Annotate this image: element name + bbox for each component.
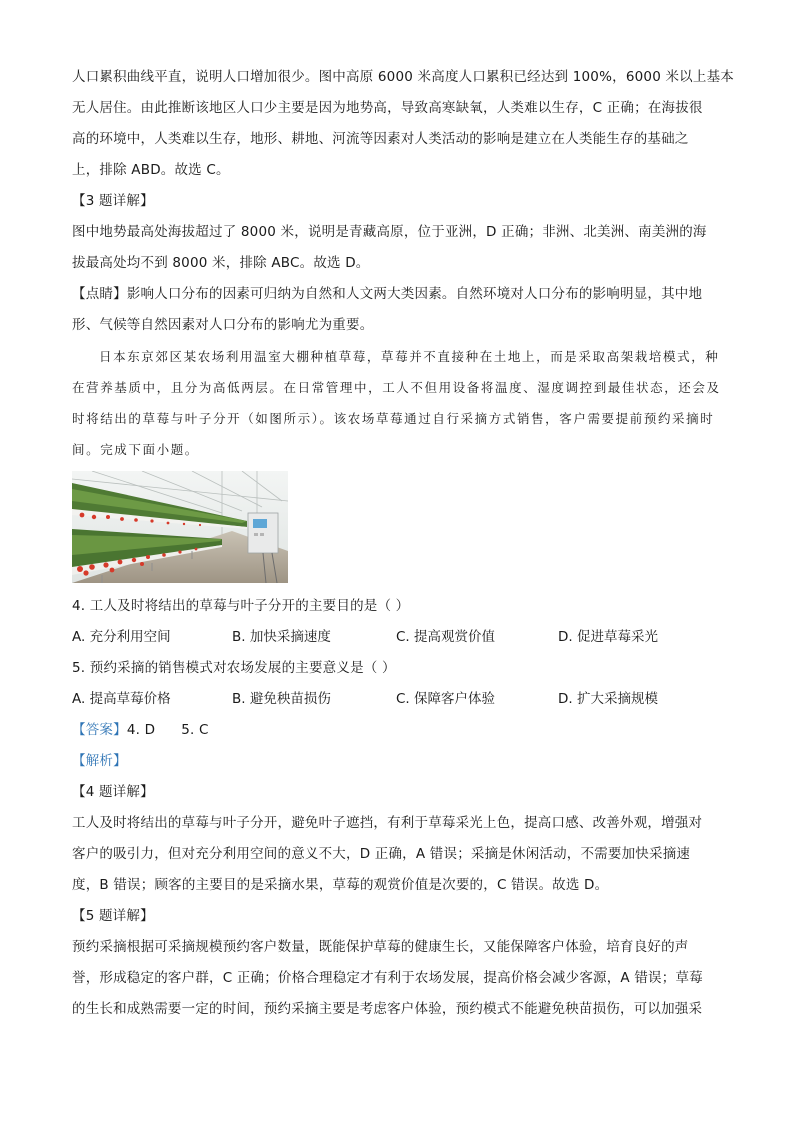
option-a[interactable]: A. 充分利用空间 — [72, 629, 171, 645]
reading-passage — [72, 341, 722, 465]
option-b[interactable]: B. 避免秧苗损伤 — [232, 691, 331, 707]
text-line: 度，B 错误；顾客的主要目的是采摘水果，草莓的观赏价值是次要的，C 错误。故选 D。 — [72, 877, 609, 893]
text-line: 上，排除 ABD。故选 C。 — [72, 162, 230, 178]
q4-options — [72, 622, 722, 653]
passage-line: 日本东京郊区某农场利用温室大棚种植草莓，草莓并不直接种在土地上，而是采取高架栽培模式，种 — [99, 349, 720, 364]
option-d[interactable]: D. 扩大采摘规模 — [558, 691, 658, 707]
passage-line: 时将结出的草莓与叶子分开（如图所示）。该农场草莓通过自行采摘方式销售，客户需要提前预约采摘时 — [72, 411, 715, 426]
option-d[interactable]: D. 促进草莓采光 — [558, 629, 658, 645]
q4-stem: 4. 工人及时将结出的草莓与叶子分开的主要目的是（ ） — [72, 598, 410, 614]
analysis-tag: 【解析】 — [72, 753, 127, 769]
dianjing-line — [72, 279, 722, 310]
text-line: 形、气候等自然因素对人口分布的影响尤为重要。 — [72, 317, 374, 333]
option-c[interactable]: C. 提高观赏价值 — [396, 629, 496, 645]
answer-line — [72, 715, 722, 746]
text-line: 工人及时将结出的草莓与叶子分开，避免叶子遮挡，有利于草莓采光上色，提高口感、改善外观，增强对 — [72, 815, 703, 831]
text-line: 誉，形成稳定的客户群，C 正确；价格合理稳定才有利于农场发展，提高价格会减少客源，A 错误；草莓 — [72, 970, 703, 986]
q5-detail-heading: 【5 题详解】 — [72, 908, 154, 924]
q4-detail-heading: 【4 题详解】 — [72, 784, 154, 800]
q3-detail-heading: 【3 题详解】 — [72, 193, 154, 209]
option-c[interactable]: C. 保障客户体验 — [396, 691, 496, 707]
dianjing-tag: 【点睛】 — [72, 286, 127, 302]
text-line: 客户的吸引力，但对充分利用空间的意义不大，D 正确，A 错误；采摘是休闲活动，不需要加快采摘速 — [72, 846, 691, 862]
answer-tag: 【答案】 — [72, 722, 127, 738]
option-b[interactable]: B. 加快采摘速度 — [232, 629, 331, 645]
top-paragraph — [72, 62, 734, 186]
option-a[interactable]: A. 提高草莓价格 — [72, 691, 171, 707]
passage-line: 在营养基质中，且分为高低两层。在日常管理中，工人不但用设备将温度、湿度调控到最佳状态，还会及 — [72, 380, 721, 395]
text-line: 的生长和成熟需要一定的时间，预约采摘主要是考虑客户体验，预约模式不能避免秧苗损伤，可以加强采 — [72, 1001, 703, 1017]
text-line: 高的环境中，人类难以生存，地形、耕地、河流等因素对人类活动的影响是建立在人类能生存的基础之 — [72, 131, 689, 147]
text-line: 无人居住。由此推断该地区人口少主要是因为地势高，导致高寒缺氧，人类难以生存，C 正确；在海拔很 — [72, 100, 703, 116]
text-line: 预约采摘根据可采摘规模预约客户数量，既能保护草莓的健康生长，又能保障客户体验，培育良好的声 — [72, 939, 689, 955]
text-line: 图中地势最高处海拔超过了 8000 米，说明是青藏高原，位于亚洲，D 正确；非洲、北美洲、南美洲的海 — [72, 224, 707, 240]
q5-options — [72, 684, 722, 715]
answer-4: 4. D — [126, 722, 156, 738]
text-line: 人口累积曲线平直，说明人口增加很少。图中高原 6000 米高度人口累积已经达到 100%，6000 米以上基本 — [72, 69, 734, 85]
dianjing-text: 影响人口分布的因素可归纳为自然和人文两大类因素。自然环境对人口分布的影响明显，其中地 — [126, 286, 703, 302]
answer-5: 5. C — [181, 722, 209, 738]
passage-line: 间。完成下面小题。 — [72, 442, 199, 457]
strawberry-greenhouse-photo — [72, 471, 288, 583]
q5-stem: 5. 预约采摘的销售模式对农场发展的主要意义是（ ） — [72, 660, 396, 676]
text-line: 拔最高处均不到 8000 米，排除 ABC。故选 D。 — [72, 255, 370, 271]
document-page — [72, 62, 734, 1025]
